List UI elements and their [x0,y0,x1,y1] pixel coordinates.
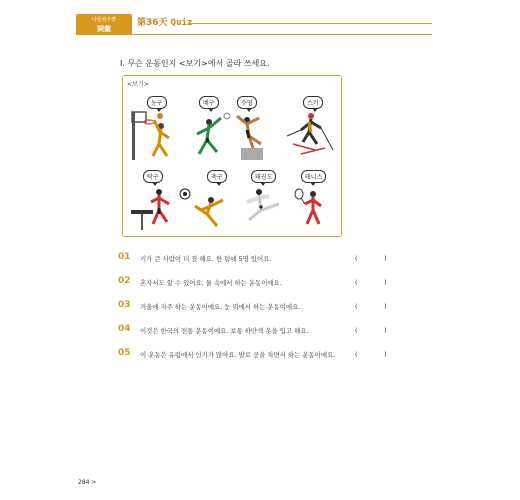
table-tennis-player-illustration [129,184,177,234]
page-number: 284 > [78,479,97,486]
header-tab [76,14,132,34]
volleyball-player-illustration [189,110,233,162]
instruction-text: Ⅰ. 무슨 운동인지 <보기>에서 골라 쓰세요. [120,59,270,68]
answer-blank-open: ( [355,278,358,286]
question-text: 이 운동은 유럽에서 인기가 많아요. 발로 공을 차면서 하는 운동이에요. [140,351,336,359]
sport-label-taekwondo: 태권도 [251,170,276,183]
example-box-label: <보기> [127,81,149,88]
question-text: 혼자서도 할 수 있어요. 물 속에서 하는 운동이에요. [140,279,282,287]
swimmer-illustration [231,110,271,162]
page-title [137,15,192,28]
title-day: 第36天 [137,18,168,28]
header-tab-title: 詞彙 [97,25,111,33]
answer-blank-open: ( [355,302,358,310]
question-text: 이것은 한국의 전통 운동이에요. 보통 하얀색 옷을 입고 해요. [140,327,309,335]
sport-label-basketball: 농구 [147,96,167,109]
answer-blank-open: ( [355,326,358,334]
question-text: 키가 큰 사람이 더 잘 해요. 한 팀에 5명 있어요. [140,255,272,263]
tennis-player-illustration [291,184,331,234]
answer-blank-close: ) [384,350,387,358]
example-box [122,75,342,237]
answer-blank-open: ( [355,350,358,358]
sport-label-soccer: 축구 [207,170,227,183]
answer-blank-open: ( [355,254,358,262]
sport-label-tennis: 테니스 [301,170,326,183]
question-number: 02 [118,276,131,286]
taekwondo-player-illustration [239,184,287,234]
question-number: 05 [118,348,131,358]
sport-label-volleyball: 배구 [199,96,219,109]
basketball-player-illustration [129,110,177,162]
header-underline [76,34,432,35]
question-number: 04 [118,324,131,334]
answer-blank-close: ) [384,254,387,262]
answer-blank-close: ) [384,302,387,310]
answer-blank-close: ) [384,278,387,286]
answer-blank-close: ) [384,326,387,334]
question-number: 03 [118,300,131,310]
skier-illustration [281,110,337,162]
question-text: 겨울에 자주 하는 운동이에요. 눈 위에서 하는 운동이에요. [140,303,301,311]
sport-label-swimming: 수영 [237,96,257,109]
soccer-player-illustration [177,186,233,232]
header-tab-subtitle: 나들광주말 [91,17,117,23]
question-number: 01 [118,252,131,262]
sport-label-ski: 스키 [303,96,323,109]
header-divider [188,23,432,24]
sport-label-table-tennis: 탁구 [143,170,163,183]
title-quiz: Quiz [170,18,193,28]
